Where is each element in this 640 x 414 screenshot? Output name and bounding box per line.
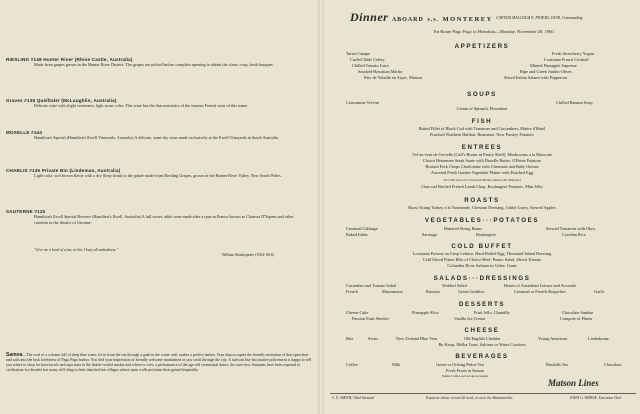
wine-entry	[6, 57, 306, 68]
menu-item: Cold Sliced Prime Ribs of Choice Beef, Potato Salad, Sliced Tomato	[422, 257, 542, 262]
menu-item: Minted Pineapple Supreme	[530, 63, 577, 68]
menu-item: Baked Fillet of Black Cod with Tomatoes and Cucumbers, Maitre d'Hotel	[418, 126, 546, 131]
menu-item: Cheese Cake	[346, 310, 369, 315]
menu-item: Hearts of Australian Lettuce and Avocado	[504, 283, 576, 288]
menu-item: Chilled Tomato Juice	[352, 63, 389, 68]
menu-item: Mayonnaise	[382, 289, 404, 294]
menu-item: Russian	[426, 289, 440, 294]
footer-chief-steward: C. E. SMITH, Chief Steward	[332, 395, 374, 400]
footer-note: Extensive choice served all week, or on to the Hawaiian bar.	[426, 395, 514, 400]
menu-item: Fruit Jello, Chantilly	[474, 310, 510, 315]
menu-item: New Zealand Blue Vein	[396, 336, 438, 341]
menu-item: Curled Table Celery	[350, 57, 385, 62]
menu-item: Stewed Tomatoes with Okra	[546, 226, 595, 231]
menu-item: Creamed or French Roquefort	[514, 289, 566, 294]
menu-item: Green Goddess	[458, 289, 485, 294]
menu-item: Carolina Rice	[562, 232, 586, 237]
captain-line: CAPTAIN MALCOLM E. PETERS, USNR, Commanding	[496, 16, 583, 20]
menu-item: Pate de Volaille en Aspic, Maison	[364, 75, 422, 80]
menu-item: Pineapple Slice	[412, 310, 439, 315]
menu-footer	[330, 393, 636, 407]
ship-name: MONTEREY	[442, 16, 493, 23]
matson-lines-logo: Matson Lines	[548, 378, 599, 388]
wine-heading: CHABLIS #136 Private Bin (Lindeman, Australia)	[6, 168, 121, 173]
broiler-note: To Order from our Charcoal Broiler (Allow Ten Minutes)	[443, 178, 521, 182]
wine-list-panel	[0, 0, 318, 414]
menu-item: Swiss	[368, 336, 379, 341]
menu-item: Smoked Hawaiian Marlin	[358, 69, 403, 74]
dinner-menu-panel	[324, 0, 640, 414]
shakespeare-quote	[34, 248, 304, 258]
menu-item: Brie	[346, 336, 354, 341]
wine-entry	[6, 98, 306, 109]
menu-item: Fresh Fruits in Season	[446, 368, 485, 373]
menu-item: Choice Heinemen Steak Saute with Duxelle Butter, O'Brien Potatoes	[422, 158, 542, 163]
menu-title	[350, 10, 493, 25]
section-cheese: CHEESE	[464, 327, 500, 334]
menu-item: Roast Young Turkey a la Normande, Chestnut Dressing, Giblet Gravy, Stewed Apples	[408, 205, 556, 210]
footer-executive-chef: JOHN G. MORSE, Executive Chef	[570, 395, 621, 400]
menu-item: Creamed Cabbage	[346, 226, 378, 231]
wine-heading: Graves #138 Quelltaler (McLaughlin, Australia)	[6, 98, 117, 103]
wine-entry	[6, 130, 306, 141]
wine-description: Delicate wine with slight sweetness, light straw color. This wine has the characteristics of the famous French wine of this name.	[34, 103, 249, 109]
menu-item: Vol-au-vent de Cervelle (Calf's Brains in Pastry Shell), Mushrooms a la Mascotte	[412, 152, 552, 157]
menu-item: Poached Northern Halibut, Bearnaise, New Parsley Potatoes	[430, 132, 534, 137]
menu-item: Coffee	[346, 362, 358, 367]
quote-author: William Shakespeare (1564-1616)	[221, 253, 274, 257]
wine-entry	[6, 168, 306, 179]
menu-item: Saratoga	[422, 232, 438, 237]
menu-item: Assorted Fresh Garden Vegetable Platter with Poached Egg	[430, 170, 534, 175]
menu-item: Vanilla Ice Cream	[454, 316, 486, 321]
quote-text: "Give me a bowl of wine, in this I bury all unkindness."	[34, 248, 119, 252]
menu-item: Buttered String Beans	[444, 226, 482, 231]
samoa-note	[6, 353, 311, 373]
menu-item: Green or Oolong Pekoe Tea	[436, 362, 484, 367]
wine-description: Hamilton's Special (Hamilton's Ewell Vineyards, Australia) A delicate, semi-dry wine made exclusively at the Ewell Vineyards in South Australia.	[34, 135, 279, 141]
menu-item: Sanka Coffee served upon request	[442, 374, 489, 378]
menu-item: Old English Cheddar	[464, 336, 501, 341]
samoa-title: Samoa	[6, 352, 23, 358]
menu-title-dinner: Dinner	[350, 10, 389, 24]
section-appetizers: APPETIZERS	[454, 43, 510, 50]
wine-description: Hamilton's Ewell Special Reserve (Hamilton's Ewell, Australia) A full sweet, table wine made after a type in France known as Chateau D'Yquem and other varieties in the district of Gironne.	[34, 214, 294, 225]
wine-entry	[6, 209, 306, 225]
route-line: En Route Pago Pago to Honolulu—Monday, November 28, 1960	[434, 29, 554, 34]
section-desserts: DESSERTS	[458, 301, 506, 308]
menu-item: Fresh Strawberry Yogurt	[552, 51, 595, 56]
menu-item: Braised Pork Chops Charlotaine with Chestnuts and Baby Onions	[425, 164, 539, 169]
menu-item: Young American	[538, 336, 568, 341]
menu-item: Milk	[392, 362, 401, 367]
wine-heading: SAUTERNE #120	[6, 209, 46, 214]
menu-item: Louisiana Prawns on Crisp Lettuce, Hard Boiled Egg, Thousand Island Dressing	[412, 251, 552, 256]
samoa-text: —The oval of a volcano full of deep blue water, let in from the sea through a gash in the crater wall, makes a perfect harbor. Your ship occupies the friendly invitation of that open door and sails into the lush loveliness of Pago Pago harbor. You find your impression of friendly welcome maintained as you stroll through the city. A stalwart fita-fita (native policemen) is happy to tell you where to shop for kava bowls and tapa mats in the thatch-roofed market and where to view a performance of the age-old ceremonial dance, the siva-siva. Samoans have been exposed to civilization for decades but many still cling to their thatched hut villages whose open walls proclaim their genial hospitality.	[6, 353, 311, 373]
wine-description: Made from grapes grown in the Hunter River District. The grapes are picked before complete ripening to obtain the clean, crisp, fresh bouquet.	[34, 62, 274, 68]
menu-item: Tartar Canape	[346, 51, 371, 56]
menu-item: Charcoal Broiled French Lamb Chop, Boulangere Potatoes, Mint Jelly	[421, 184, 543, 189]
menu-item: Compote of Plums	[560, 316, 593, 321]
menu-item: Cucumber and Tomato Salad	[346, 283, 396, 288]
menu-item: Louisiana Prawn Cocktail	[544, 57, 589, 62]
wine-heading: RIESLING #148 Hunter River (Rhine Castle, Australia)	[6, 57, 133, 62]
menu-title-aboard: ABOARD	[391, 17, 424, 23]
section-fish: FISH	[471, 118, 493, 125]
menu-item: Chilled Banana Soup	[556, 100, 593, 105]
section-soups: SOUPS	[467, 91, 497, 98]
section-roasts: ROASTS	[464, 197, 500, 204]
section-salads-dressings: SALADS···DRESSINGS	[433, 275, 531, 282]
menu-item: Consomme Trevise	[346, 100, 380, 105]
menu-item: Cream of Spinach, Florentine	[456, 106, 508, 111]
section-beverages: BEVERAGES	[455, 353, 509, 360]
wine-heading: MOSELLE #144	[6, 130, 43, 135]
menu-item: Baked Idaho	[346, 232, 368, 237]
section-entrees: ENTREES	[461, 144, 503, 151]
menu-item: Passion Fruit Sherbet	[352, 316, 389, 321]
menu-item: French	[346, 289, 358, 294]
menu-item: Chocolate Sundae	[562, 310, 594, 315]
wine-description: Light color, soft brown flavor with a dry flinty finish to the palate made from Riesling Grapes, grown in the Hunter River Valley, New South Wales.	[34, 173, 282, 179]
menu-item: Ry-Krisp, Melba Toast, Saltines or Water Crackers	[438, 342, 526, 347]
ship-prefix: s.s.	[427, 17, 440, 23]
section-vegetables-potatoes: VEGETABLES···POTATOES	[424, 217, 540, 224]
menu-item: Sliced Italian Salami with Pepperoni	[504, 75, 568, 80]
section-cold-buffet: COLD BUFFET	[451, 243, 513, 250]
menu-item: Garlic	[594, 289, 605, 294]
menu-item: Columbia River Salmon in Gelee, Garni	[447, 263, 517, 268]
menu-item: Chocolate	[604, 362, 622, 367]
menu-item: Ripe and Green Jumbo Olives	[520, 69, 572, 74]
menu-item: Waldorf Salad	[442, 283, 467, 288]
menu-item: Liederkranz	[588, 336, 609, 341]
menu-item: Boulangere	[476, 232, 496, 237]
menu-item: Bushells Tea	[546, 362, 568, 367]
